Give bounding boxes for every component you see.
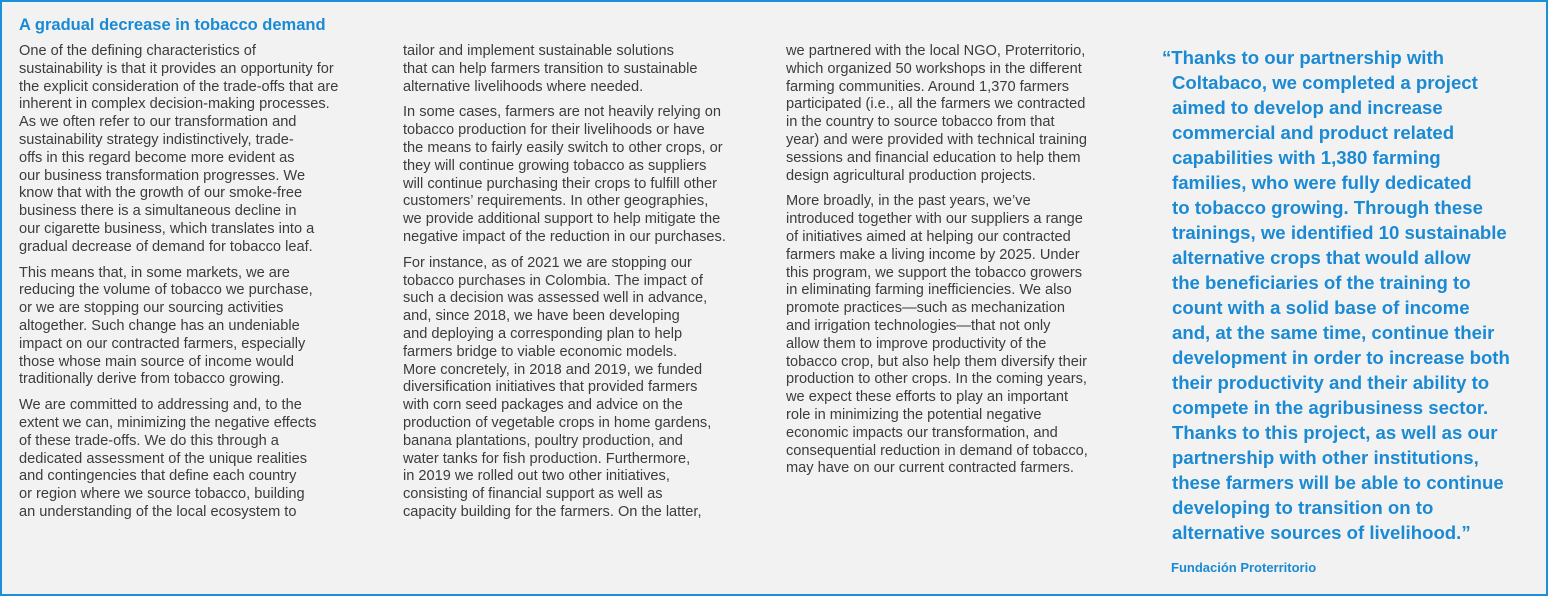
quote-line: partnership with other institutions,	[1172, 447, 1479, 468]
text-line: gradual decrease of demand for tobacco leaf.	[19, 238, 313, 255]
text-line: As we often refer to our transformation and	[19, 114, 297, 131]
text-line: farming communities. Around 1,370 farmers	[786, 78, 1070, 95]
text-line: our cigarette business, which translates into a	[19, 220, 315, 237]
text-line: altogether. Such change has an undeniable	[19, 317, 300, 334]
text-line: such a decision was assessed well in advance,	[403, 290, 708, 307]
quote-line: these farmers will be able to continue	[1172, 472, 1504, 493]
paragraph	[786, 193, 1136, 478]
quote-line: Thanks to this project, as well as our	[1172, 422, 1498, 443]
text-line: an understanding of the local ecosystem to	[19, 503, 297, 520]
quote-line: trainings, we identified 10 sustainable	[1172, 222, 1507, 243]
text-line: and deploying a corresponding plan to help	[403, 325, 683, 342]
text-line: in eliminating farming inefficiencies. We also	[786, 282, 1072, 299]
text-line: the explicit consideration of the trade-offs that are	[19, 78, 339, 95]
text-line: One of the defining characteristics of	[19, 43, 256, 59]
text-line: More concretely, in 2018 and 2019, we funded	[403, 361, 703, 378]
quote-line: alternative crops that would allow	[1172, 247, 1471, 268]
text-line: water tanks for fish production. Furthermore,	[403, 450, 691, 467]
text-line: negative impact of the reduction in our purchases.	[403, 228, 726, 245]
quote-line: commercial and product related	[1172, 122, 1455, 143]
text-line: they will continue growing tobacco as suppliers	[403, 157, 707, 174]
paragraph	[786, 43, 1136, 185]
paragraph	[19, 397, 389, 522]
text-line: business there is a simultaneous decline in	[19, 203, 297, 220]
paragraph	[19, 265, 389, 390]
text-line: customers’ requirements. In other geographies,	[403, 193, 709, 210]
text-line: may have on our current contracted farmers.	[786, 460, 1074, 477]
quote-line: “Thanks to our partnership with	[1162, 47, 1445, 68]
text-line: farmers bridge to viable economic models.	[403, 343, 678, 360]
text-line: we expect these efforts to play an important	[786, 389, 1069, 406]
text-line: that can help farmers transition to sustainable	[403, 60, 698, 77]
text-line: and irrigation technologies—that not only	[786, 317, 1051, 334]
quote-line: development in order to increase both	[1172, 347, 1510, 368]
text-line: offs in this regard become more evident as	[19, 149, 295, 166]
text-line: design agricultural production projects.	[786, 167, 1036, 184]
text-line: allow them to improve productivity of the	[786, 335, 1047, 352]
text-line: alternative livelihoods where needed.	[403, 78, 644, 95]
text-line: reducing the volume of tobacco we purchase,	[19, 282, 313, 299]
quote-line: the beneficiaries of the training to	[1172, 272, 1471, 293]
text-line: participated (i.e., all the farmers we contracted	[786, 96, 1086, 113]
text-line: tailor and implement sustainable solutions	[403, 43, 674, 59]
quote-line: and, at the same time, continue their	[1172, 322, 1495, 343]
quote-line: capabilities with 1,380 farming	[1172, 147, 1441, 168]
text-line: banana plantations, poultry production, and	[403, 432, 683, 449]
text-line: sessions and financial education to help them	[786, 149, 1081, 166]
paragraph	[403, 43, 773, 96]
quote-line: count with a solid base of income	[1172, 297, 1470, 318]
text-line: of initiatives aimed at helping our contracted	[786, 228, 1071, 245]
text-line: those whose main source of income would	[19, 353, 294, 370]
text-line: or region where we source tobacco, building	[19, 486, 305, 503]
text-line: economic impacts our transformation, and	[786, 424, 1058, 441]
text-line: production to other crops. In the coming years,	[786, 371, 1087, 388]
text-line: and contingencies that define each country	[19, 468, 297, 485]
text-line: with corn seed packages and advice on the	[403, 397, 683, 414]
quote-line: Coltabaco, we completed a project	[1172, 72, 1478, 93]
text-line: For instance, as of 2021 we are stopping our	[403, 254, 692, 271]
text-line: year) and were provided with technical training	[786, 131, 1087, 148]
article-title: A gradual decrease in tobacco demand	[19, 16, 326, 34]
text-line: diversification initiatives that provided farmers	[403, 379, 698, 396]
text-line: tobacco production for their livelihoods or have	[403, 122, 705, 139]
text-line: in 2019 we rolled out two other initiatives,	[403, 468, 670, 485]
quote-line: developing to transition on to	[1172, 497, 1434, 518]
text-line: impact on our contracted farmers, especially	[19, 335, 306, 352]
text-line: production of vegetable crops in home gardens,	[403, 414, 712, 431]
text-line: sustainability is that it provides an opportunity for	[19, 60, 334, 77]
text-line: introduced together with our suppliers a range	[786, 211, 1083, 228]
paragraph	[403, 255, 773, 522]
quote-line: to tobacco growing. Through these	[1172, 197, 1483, 218]
text-line: or we are stopping our sourcing activities	[19, 300, 284, 317]
pull-quote	[1162, 45, 1510, 545]
quote-attribution: Fundación Proterritorio	[1171, 560, 1317, 575]
quote-line: their productivity and their ability to	[1172, 372, 1490, 393]
quote-line: aimed to develop and increase	[1172, 97, 1443, 118]
text-line: consisting of financial support as well as	[403, 486, 663, 503]
text-line: traditionally derive from tobacco growing.	[19, 371, 285, 388]
text-line: consequential reduction in demand of tobacco,	[786, 442, 1088, 459]
text-line: this program, we support the tobacco growers	[786, 264, 1083, 281]
text-line: the means to fairly easily switch to other crops, or	[403, 139, 723, 156]
text-line: tobacco purchases in Colombia. The impact of	[403, 272, 703, 289]
text-line: role in minimizing the potential negative	[786, 406, 1042, 423]
text-line: capacity building for the farmers. On the latter,	[403, 503, 702, 520]
text-line: know that with the growth of our smoke-free	[19, 185, 303, 202]
text-line: This means that, in some markets, we are	[19, 264, 290, 281]
text-line: promote practices—such as mechanization	[786, 300, 1066, 317]
text-line: and, since 2018, we have been developing	[403, 308, 680, 325]
text-line: we provide additional support to help mitigate the	[403, 211, 721, 228]
paragraph	[403, 104, 773, 246]
text-column-1	[19, 43, 389, 530]
text-line: extent we can, minimizing the negative effects	[19, 414, 317, 431]
text-line: inherent in complex decision-making processes.	[19, 96, 330, 113]
text-line: our business transformation progresses. We	[19, 167, 306, 184]
text-line: which organized 50 workshops in the different	[786, 60, 1082, 77]
text-line: More broadly, in the past years, we’ve	[786, 193, 1031, 210]
text-line: In some cases, farmers are not heavily relying on	[403, 104, 721, 121]
quote-line: compete in the agribusiness sector.	[1172, 397, 1489, 418]
text-line: of these trade-offs. We do this through a	[19, 432, 279, 449]
text-line: tobacco crop, but also help them diversify their	[786, 353, 1087, 370]
text-column-2	[403, 43, 773, 530]
quote-line: alternative sources of livelihood.”	[1172, 522, 1471, 543]
paragraph	[19, 43, 389, 257]
text-line: in the country to source tobacco from that	[786, 114, 1055, 131]
text-line: sustainability strategy indistinctively, trade-	[19, 131, 294, 148]
text-line: We are committed to addressing and, to the	[19, 397, 302, 414]
text-line: dedicated assessment of the unique realities	[19, 450, 307, 467]
text-line: we partnered with the local NGO, Proterritorio,	[786, 43, 1086, 59]
text-column-3	[786, 43, 1136, 486]
quote-line: families, who were fully dedicated	[1172, 172, 1472, 193]
text-line: will continue purchasing their crops to fulfill other	[403, 175, 717, 192]
text-line: farmers make a living income by 2025. Under	[786, 246, 1080, 263]
